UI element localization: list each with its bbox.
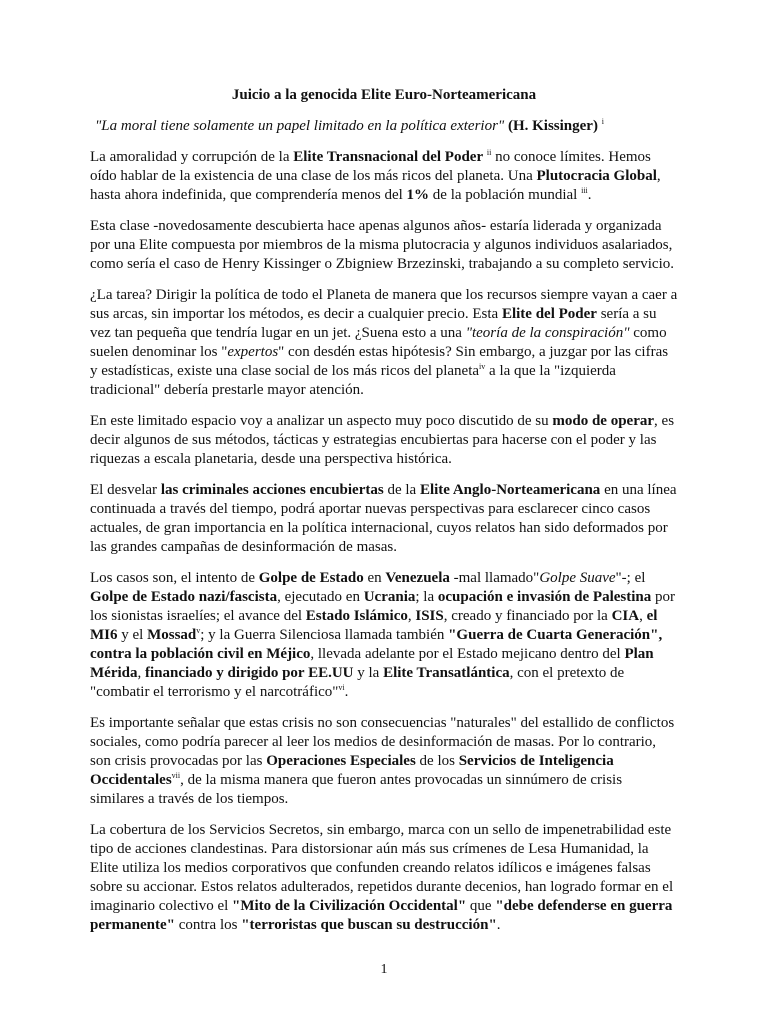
bold-text: modo de operar [552,413,655,429]
text-run: , [407,608,416,624]
bold-text: "terroristas que buscan su destrucción" [241,917,497,933]
text-run: , creado y financiado por la [443,608,612,624]
bold-text: ocupación e invasión de Palestina [437,589,652,605]
text-run: ; y la Guerra Silenciosa llamada también [200,627,449,643]
text-run: , llevada adelante por el Estado mejicano dentro del [310,646,625,662]
text-run: , de la misma manera que fueron antes provocadas un sinnúmero de crisis similares a través de los tiempos. [90,772,623,807]
footnote-marker: vii [171,771,181,780]
bold-text: Ucrania [363,589,416,605]
text-run: , ejecutado en [277,589,364,605]
bold-text: Servicios de Inteligencia Occidentales [90,753,614,788]
text-run: a la que la "izquierda tradicional" debería prestarle mayor atención. [90,363,616,398]
text-run: El desvelar [90,482,161,498]
bold-text: financiado y dirigido por EE.UU [144,665,354,681]
bold-text: Golpe de Estado [258,570,364,586]
body-paragraph [90,821,678,935]
text-run: En este limitado espacio voy a analizar un aspecto muy poco discutido de su [90,413,553,429]
epigraph [95,116,695,136]
text-run: La cobertura de los Servicios Secretos, sin embargo, marca con un sello de impenetrabilidad este tipo de acciones clandestinas. Para distorsionar aún más sus crímenes de Lesa Humanidad, la Elite utiliza los medios corporativos que confunden creando relatos idílicos e imágenes falsas sobre su accionar. Estos relatos adulterados, repetidos durante decenios, han logrado formar en el imaginario colectivo el [90,822,674,914]
text-run: en una línea continuada a través del tiempo, podrá aportar nuevas perspectivas para esclarecer cinco casos actuales, de gran importancia en la política internacional, cuyos relatos han sido deformados por las grandes campañas de desinformación de masas. [90,482,677,555]
footnote-marker: iv [479,362,486,371]
text-run: por los sionistas israelíes; el avance del [90,589,675,624]
bold-text: las criminales acciones encubiertas [160,482,384,498]
bold-text: Mossad [147,627,197,643]
text-run: en [363,570,386,586]
bold-text: Plan Mérida [90,646,654,681]
body-paragraph [90,148,678,205]
text-run: sería a su vez tan pequeña que tendría lugar en un jet. ¿Suena esto a una [90,306,657,341]
text-run: . [496,917,501,933]
bold-text: Venezuela [385,570,450,586]
bold-text: Elite del Poder [501,306,597,322]
text-run: ¿La tarea? Dirigir la política de todo el Planeta de manera que los recursos siempre vayan a caer a sus arcas, sin importar los métodos, es decir a cualquier precio. Esta [90,287,678,322]
text-run: , [639,608,647,624]
bold-text: "Mito de la Civilización Occidental" [232,898,467,914]
bold-text: Elite Anglo-Norteamericana [419,482,601,498]
text-run: ; la [415,589,438,605]
body-paragraph [90,481,678,557]
text-run: que [466,898,496,914]
epigraph-author: (H. Kissinger) [507,118,598,134]
bold-text: "debe defenderse en guerra permanente" [90,898,673,933]
body-paragraph [90,286,678,400]
footnote-marker: v [196,626,201,635]
text-run: . [587,187,592,203]
text-run: -mal llamado" [449,570,540,586]
body-paragraph [90,569,678,702]
text-run: de los [415,753,459,769]
text-run: , es decir algunos de sus métodos, tácticas y estrategias encubiertas para hacerse con el poder y las riquezas a escala planetaria, desde una perspectiva histórica. [90,413,675,467]
text-run: , [137,665,145,681]
document-title: Juicio a la genocida Elite Euro-Norteamericana [231,87,537,103]
text-run: , con el pretexto de "combatir el terrorismo y el narcotráfico" [90,665,625,700]
text-run: Los casos son, el intento de [90,570,259,586]
text-run: "-; el [615,570,646,586]
body-paragraph [90,714,678,809]
bold-text: Plutocracia Global [536,168,657,184]
body-paragraph [90,217,678,274]
bold-text: Elite Transatlántica [383,665,510,681]
bold-text: 1% [406,187,430,203]
document-body [90,148,678,947]
italic-text: "teoría de la conspiración" [465,325,630,341]
text-run: , hasta ahora indefinida, que comprendería menos del [90,168,661,203]
footnote-marker: vi [338,683,345,692]
text-run: contra los [174,917,242,933]
bold-text: CIA [611,608,640,624]
text-run: . [344,684,349,700]
bold-text: Elite Transnacional del Poder [293,149,484,165]
bold-text: Operaciones Especiales [266,753,416,769]
text-run: Es importante señalar que estas crisis no son consecuencias "naturales" del estallido de conflictos sociales, como podría parecer al leer los medios de desinformación de masas. Por lo contrario, son crisis provocadas por las [90,715,675,769]
bold-text: el MI6 [90,608,658,643]
footnote-marker: ii [486,148,492,157]
text-run: de la [383,482,420,498]
text-run: no conoce límites. Hemos oído hablar de la existencia de una clase de los más ricos del planeta. Una [90,149,651,184]
italic-text: Golpe Suave [539,570,616,586]
body-paragraph [90,412,678,469]
text-run: como suelen denominar los " [90,325,667,360]
text-run: de la población mundial [429,187,582,203]
bold-text: "Guerra de Cuarta Generación", contra la población civil en Méjico [90,627,663,662]
text-run: La amoralidad y corrupción de la [90,149,294,165]
text-run: y el [117,627,148,643]
bold-text: ISIS [415,608,444,624]
page-number: 1 [380,962,388,977]
bold-text: Estado Islámico [305,608,408,624]
footnote-marker: i [601,117,604,126]
footnote-marker: iii [581,186,588,195]
epigraph-quote: "La moral tiene solamente un papel limitado en la política exterior" [95,118,505,134]
text-run: " con desdén estas hipótesis? Sin embargo, a juzgar por las cifras y estadísticas, existe una clase social de los más ricos del planeta [90,344,669,379]
italic-text: expertos [227,344,279,360]
text-run: y la [353,665,384,681]
bold-text: Golpe de Estado nazi/fascista [90,589,278,605]
text-run: Esta clase -novedosamente descubierta hace apenas algunos años- estaría liderada y organizada por una Elite compuesta por miembros de la misma plutocracia y algunos individuos asalariados, como sería el caso de Henry Kissinger o Zbigniew Brzezinski, trabajando a su completo servicio. [90,218,674,272]
